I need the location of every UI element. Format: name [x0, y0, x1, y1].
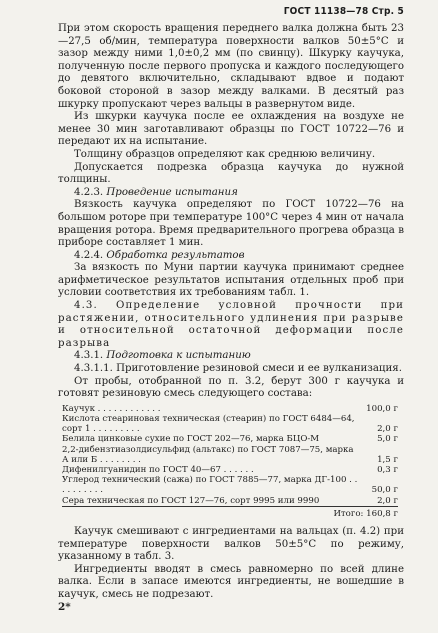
ingredient-name: Каучук . . . . . . . . . . . . [62, 403, 161, 414]
ingredient-amount: 1,5 г [377, 454, 398, 465]
ingredient-amount: 2,0 г [377, 424, 398, 435]
composition-row [62, 414, 398, 434]
ingredient-name: Дифенилгуанидин по ГОСТ 40—67 . . . . . . [62, 465, 254, 476]
section-heading [58, 350, 404, 363]
ingredient-name: Кислота стеариновая техническая (стеарин) по ГОСТ 6484—64, сорт 1 . . . . . . . . . [62, 414, 355, 435]
paragraph: При этом скорость вращения переднего валка должна быть 23—27,5 об/мин, температура поверхности валков 50±5°C и зазор между ними 1,0±0,2 мм (по свинцу). Шкурку каучука, полученную после первого пропуска и каждого последующего до девятого включительно, складывают вдвое и подают боковой стороной в зазор между валками. В десятый раз шкурку пропускают через вальцы в развернутом виде. [58, 23, 404, 110]
footer-mark: 2* [58, 601, 71, 614]
paragraph: Из шкурки каучука после ее охлаждения на воздухе не менее 30 мин заготавливают образцы по ГОСТ 10722—76 и передают их на испытание. [58, 111, 404, 148]
ingredient-amount: 5,0 г [377, 434, 398, 445]
paragraph: От пробы, отобранной по п. 3.2, берут 300 г каучука и готовят резиновую смесь следующего состава: [58, 375, 404, 400]
paragraph: Допускается подрезка образца каучука до нужной толщины. [58, 161, 404, 186]
paragraph: 4.3.1.1. Приготовление резиновой смеси и ее вулканизация. [74, 363, 402, 375]
paragraph: Толщину образцов определяют как среднюю величину. [74, 148, 376, 160]
composition-total-row [62, 506, 398, 519]
ingredient-amount: 0,3 г [377, 465, 398, 476]
section-number: 4.2.4. [74, 249, 104, 261]
composition-row [62, 496, 398, 507]
section-title: Обработка результатов [106, 249, 245, 261]
composition-table [62, 404, 398, 519]
page-header: ГОСТ 11138—78 Стр. 5 [283, 6, 404, 17]
ingredient-amount: 100,0 г [366, 403, 398, 414]
ingredient-name: Сера техническая по ГОСТ 127—76, сорт 9995 или 9990 [62, 496, 360, 507]
section-heading [58, 250, 404, 263]
paragraph: За вязкость по Муни партии каучука принимают среднее арифметическое результатов испытания отдельных проб при условии соответствия их требованиям табл. 1. [58, 262, 404, 299]
paragraph: Каучук смешивают с ингредиентами на вальцах (п. 4.2) при температуре поверхности валков 50±5°C по режиму, указанному в табл. 3. [58, 526, 404, 563]
composition-row [62, 404, 398, 414]
section-number: 4.3.1. [74, 350, 104, 362]
composition-total: Итого: 160,8 г [333, 508, 398, 519]
ingredient-name: Углерод технический (сажа) по ГОСТ 7885—77, марка ДГ-100 . . . . . . . . . . [62, 475, 358, 496]
document-body [58, 23, 404, 602]
section-title: Проведение испытания [106, 186, 238, 198]
ingredient-amount: 50,0 г [371, 485, 398, 496]
composition-row [62, 434, 398, 444]
section-heading [58, 187, 404, 200]
composition-row [62, 445, 398, 465]
ingredient-name: 2,2-дибензтиазолдисульфид (альтакс) по ГОСТ 7087—75, марка А или Б . . . . . . . . [62, 444, 354, 465]
ingredient-name: Белила цинковые сухие по ГОСТ 202—76, марка БЦО-М [62, 434, 320, 445]
section-number: 4.2.3. [74, 186, 104, 198]
ingredient-amount: 2,0 г [360, 496, 398, 507]
paragraph: Ингредиенты вводят в смесь равномерно по всей длине валка. Если в запасе имеются ингредиенты, не вошедшие в каучук, смесь не подрезают. [58, 563, 404, 601]
composition-row [62, 475, 398, 495]
section-title: Подготовка к испытанию [106, 350, 251, 362]
section-heading-spaced: 4.3. Определение условной прочности при растяжении, относительного удлинения при разрыве и относительной остаточной деформации после разрыва [58, 300, 404, 349]
paragraph: Вязкость каучука определяют по ГОСТ 10722—76 на большом роторе при температуре 100°C через 4 мин от начала вращения ротора. Время предварительного прогрева образца в приборе составляет 1 мин. [58, 199, 404, 249]
composition-row [62, 465, 398, 475]
